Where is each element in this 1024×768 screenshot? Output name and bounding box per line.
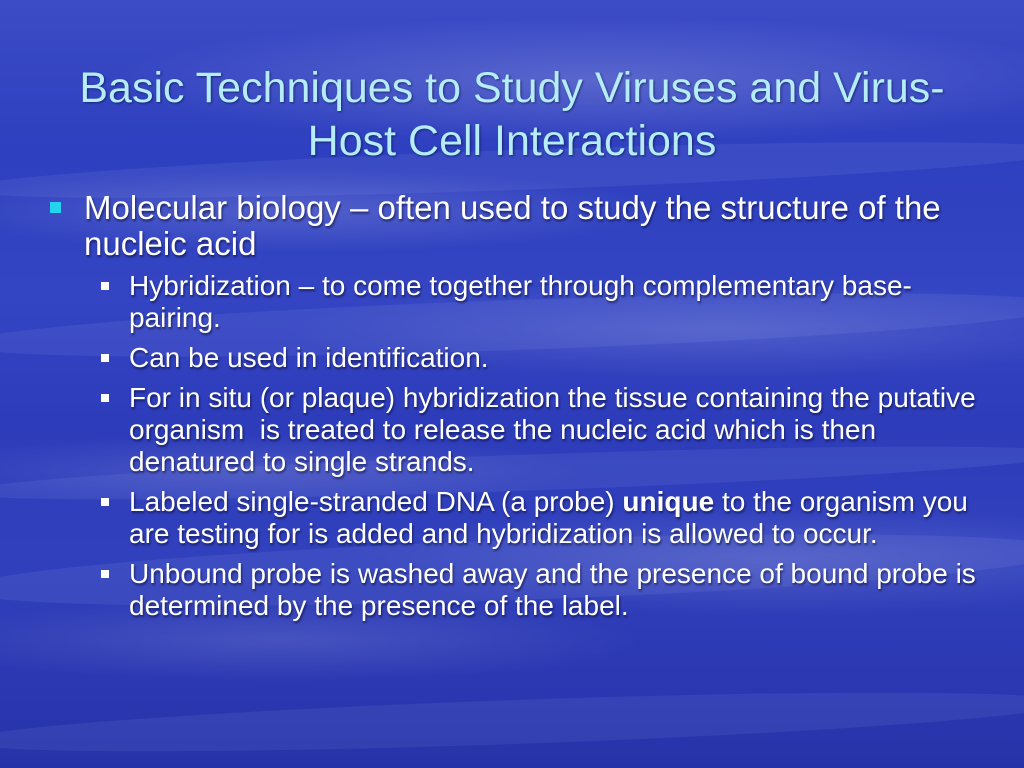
sub-bullet-item [97,382,986,478]
square-bullet-icon [101,570,109,578]
square-bullet-icon [101,354,109,362]
sub-bullet-text: Unbound probe is washed away and the presence of bound probe is determined by the presence of the label. [129,558,976,621]
sub-bullet-text: Can be used in identification. [129,342,489,373]
background-streak [0,681,1024,764]
sub-bullet-text: For in situ (or plaque) hybridization the tissue containing the putative organism is treated to release the nucleic acid which is then denatured to single strands. [129,382,984,477]
main-bullet-text: Molecular biology – often used to study the structure of the nucleic acid [84,189,941,262]
emphasis-text: unique [622,486,715,517]
sub-bullet-text-part: to the organism you are testing for is added and hybridization is allowed to occur. [129,486,976,549]
sub-bullet-item [97,558,986,622]
square-bullet-icon [101,394,109,402]
sub-bullet-text-part: Labeled single-stranded DNA (a probe) [129,486,623,517]
sub-bullet-item [97,486,986,550]
sub-bullet-item [97,270,986,334]
square-bullet-icon [101,282,109,290]
sub-bullet-text: Hybridization – to come together through complementary base-pairing. [129,270,912,333]
slide-body [46,190,986,630]
slide-title: Basic Techniques to Study Viruses and Virus-Host Cell Interactions [79,64,945,165]
sub-bullet-text [129,486,976,549]
main-bullet-item [46,190,986,262]
sub-bullet-item [97,342,986,374]
sub-bullet-list [46,270,986,622]
square-bullet-icon [50,202,61,213]
square-bullet-icon [101,498,109,506]
